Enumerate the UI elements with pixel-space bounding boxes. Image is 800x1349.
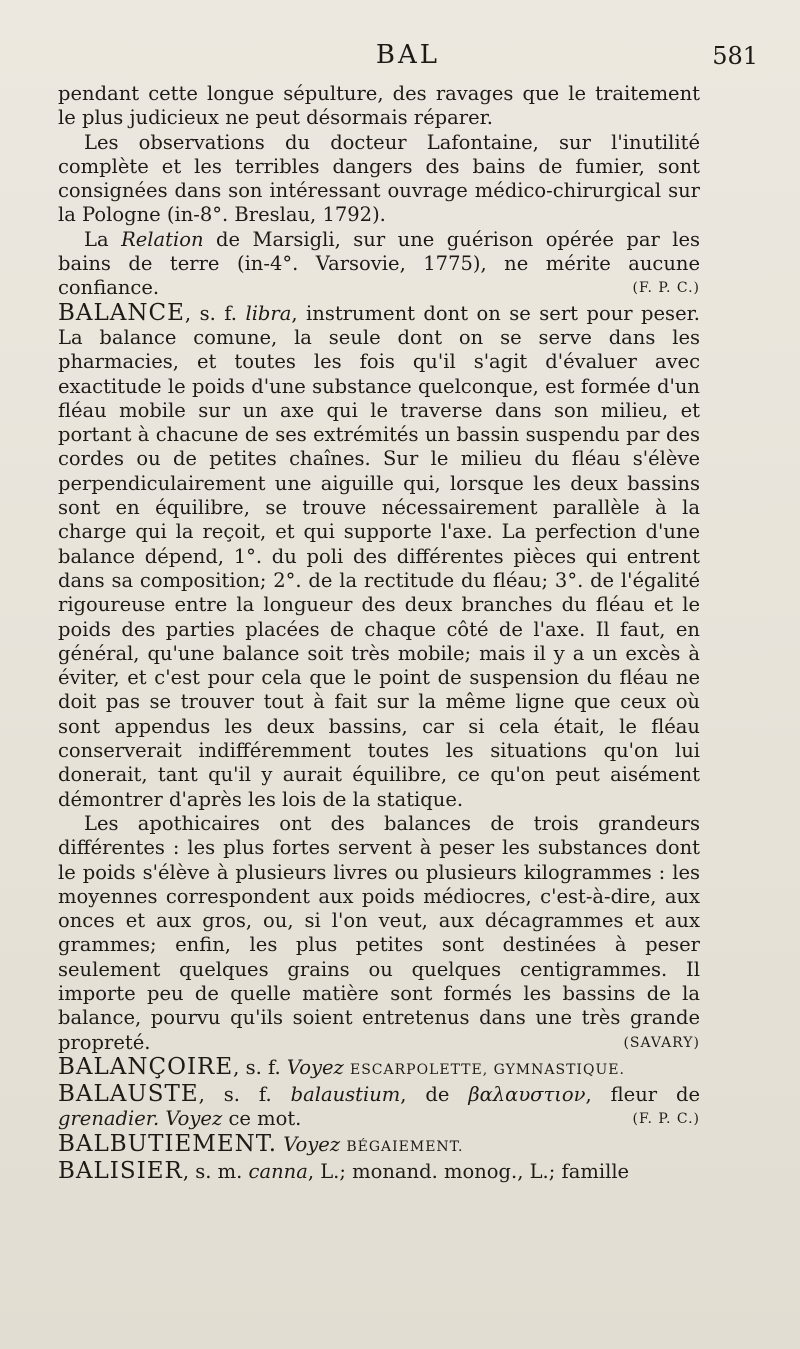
entry-cross-reference: BÉGAIEMENT. — [346, 1138, 464, 1155]
marsigli-text-start: La — [84, 227, 109, 251]
entry-definition: , instrument dont on se sert pour peser. La balance comune, la seule dont on se serve dans les pharmacies, et toutes les fois qu'il s'agit d'évaluer avec exactitude le poids d'une substance quelconque, est formée d'un fléau mobile sur un axe qui le traverse dans son milieu, et portant à chacune de ses extrémités un bassin suspendu par des cordes ou de petites chaînes. Sur le milieu du fléau s'élève perpendiculairement une aiguille qui, lorsque les deux bassins sont en équilibre, se trouve nécessairement parallèle à la charge qui la reçoit, et qui supporte l'axe. La perfection d'une balance dépend, 1°. du poli des différentes pièces qui entrent dans sa composition; 2°. de la rectitude du fléau; 3°. de l'égalité rigoureuse entre la longueur des deux branches du fléau et le poids des parties placées de chaque côté de l'axe. Il faut, en général, qu'une balance soit très mobile; mais il y a un excès à éviter, et c'est pour cela que le point de suspension du fléau ne doit pas se trouver tout à fait sur la même ligne que ceux où sont appendus les deux bassins, car si cela était, le fléau conserverait indifféremment toutes les situations qu'on lui donerait, tant qu'il y aurait équilibre, ce qu'on peut aisément démontrer d'après les lois de la statique. — [58, 301, 700, 811]
entry-cross-reference: ESCARPOLETTE, GYMNASTIQUE. — [349, 1061, 625, 1078]
entry-balance-paragraph-2 — [58, 812, 700, 1055]
entry-headword: BALBUTIEMENT. — [58, 1130, 278, 1157]
entry-text: Les apothicaires ont des balances de trois grandeurs différentes : les plus fortes servent à peser les substances dont le poids s'élève à plusieurs livres ou plusieurs kilogrammes : les moyennes correspondent aux poids médiocres, c'est-à-dire, aux onces et aux gros, ou, si l'on veut, aux décagrammes et aux grammes; enfin, les plus petites sont destinées à peser seulement quelques grains ou quelques centigrammes. Il importe peu de quelle matière sont formés les bassins de la balance, pourvu qu'ils soient entretenus dans une très grande propreté. — [58, 811, 700, 1054]
author-signature: (F. P. C.) — [632, 1111, 700, 1128]
entry-headword: BALAUSTE — [58, 1081, 199, 1108]
marsigli-text-end: de Marsigli, sur une guérison opérée par les bains de terre (in-4°. Varsovie, 1775), ne mérite aucune confiance. — [58, 227, 701, 300]
running-head: BAL — [375, 40, 441, 70]
entry-headword: BALANCE — [58, 299, 185, 326]
entry-voyez: Voyez — [286, 1055, 344, 1079]
page-header — [58, 40, 758, 76]
author-signature: (F. P. C.) — [632, 280, 700, 297]
entry-grammar: , s. f. — [198, 1083, 272, 1107]
paragraph-continuation: pendant cette longue sépulture, des ravages que le traitement le plus judicieux ne peut désormais réparer. — [58, 82, 700, 130]
paragraph-marsigli — [58, 228, 700, 301]
entry-text: , de — [400, 1083, 450, 1107]
entry-balancoire — [58, 1055, 700, 1082]
entry-grammar: , s. f. — [184, 301, 237, 325]
entry-text: ce mot. — [228, 1107, 302, 1131]
entry-italic-text: grenadier. Voyez — [58, 1107, 223, 1131]
entry-latin-name: canna — [248, 1160, 308, 1184]
entry-grammar: , s. f. — [233, 1055, 281, 1079]
entry-text: , fleur de — [585, 1083, 701, 1107]
entry-voyez: Voyez — [283, 1132, 341, 1156]
entry-balisier — [58, 1159, 700, 1184]
entry-grammar: , s. m. — [182, 1160, 243, 1184]
marsigli-italic-title: Relation — [121, 227, 204, 251]
page-number: 581 — [712, 42, 758, 70]
entry-greek-name: βαλαυστιον — [468, 1083, 586, 1107]
author-signature: (SAVARY) — [623, 1034, 700, 1051]
entry-headword: BALANÇOIRE — [58, 1053, 234, 1080]
entry-headword: BALISIER — [58, 1158, 183, 1185]
entry-balbutiement — [58, 1132, 700, 1159]
paragraph-lafontaine: Les observations du docteur Lafontaine, sur l'inutilité complète et les terribles dangers des bains de fumier, sont consignées dans son intéressant ouvrage médico-chirurgical sur la Pologne (in-8°. Breslau, 1792). — [58, 130, 700, 227]
entry-balance — [58, 301, 700, 812]
page-body — [58, 82, 700, 1184]
entry-latin-name: balaustium — [290, 1083, 401, 1107]
entry-text: , L.; monand. monog., L.; famille — [307, 1160, 630, 1184]
entry-balauste — [58, 1082, 700, 1132]
entry-latin-name: libra — [245, 301, 292, 325]
